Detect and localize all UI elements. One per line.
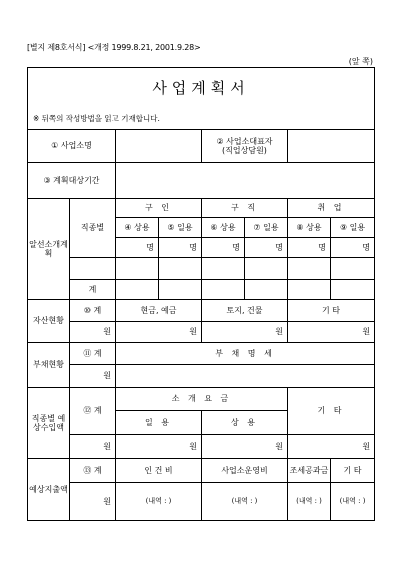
referral-total-label: 계 [70, 280, 116, 300]
entry-cell[interactable] [202, 258, 245, 280]
entry-cell[interactable] [245, 280, 288, 300]
income-regular-won[interactable]: 원 [202, 435, 288, 459]
representative-label-main: ② 사업소대표자 [216, 136, 273, 146]
assets-cash-won[interactable]: 원 [116, 322, 202, 343]
assets-section-label: 자산현황 [28, 300, 70, 343]
entry-cell[interactable] [116, 280, 159, 300]
plan-period-field[interactable] [116, 163, 375, 199]
referral-section-label: 알선소개계획 [28, 199, 70, 300]
person-unit-cell[interactable]: 명 [245, 238, 288, 258]
person-unit-cell[interactable]: 명 [116, 238, 159, 258]
business-name-label: ① 사업소명 [28, 130, 116, 163]
income-total-won[interactable]: 원 [70, 435, 116, 459]
expense-labor-header: 인 건 비 [116, 459, 202, 483]
representative-label [202, 130, 288, 163]
business-plan-form [27, 67, 375, 521]
person-unit-cell[interactable]: 명 [202, 238, 245, 258]
blank-row-label [70, 258, 116, 280]
income-daily-header: 일 용 [116, 411, 202, 435]
form-number: [별지 제8호서식] <개정 1999.8.21, 2001.9.28> [27, 43, 201, 52]
entry-cell[interactable] [202, 280, 245, 300]
income-fee-header: 소 개 요 금 [116, 388, 288, 411]
business-name-field[interactable] [116, 130, 202, 163]
job-seek-header: 구 직 [202, 199, 288, 218]
income-other-header: 기 타 [288, 388, 375, 435]
expense-tax-detail[interactable]: (내역 : ) [288, 483, 331, 521]
liabilities-total-label: ⑪ 계 [70, 343, 116, 365]
representative-field[interactable] [288, 130, 375, 163]
entry-cell[interactable] [331, 258, 375, 280]
entry-cell[interactable] [331, 280, 375, 300]
entry-cell[interactable] [288, 258, 331, 280]
entry-cell[interactable] [116, 258, 159, 280]
sub-col-daily-employ: ⑨ 일용 [331, 218, 375, 238]
representative-label-sub: (직업상담원) [222, 146, 267, 155]
expense-labor-detail[interactable]: (내역 : ) [116, 483, 202, 521]
assets-land-header: 토지, 건물 [202, 300, 288, 322]
income-section-label: 직종별 예상수입액 [28, 388, 70, 459]
instruction-note: ※ 뒤쪽의 작성방법을 읽고 기재합니다. [28, 110, 375, 130]
income-total-label: ⑫ 계 [70, 388, 116, 435]
sub-col-regular-employ: ⑧ 상용 [288, 218, 331, 238]
assets-total-label: ⑩ 계 [70, 300, 116, 322]
job-offer-header: 구 인 [116, 199, 202, 218]
liabilities-detail-header: 부 채 명 세 [116, 343, 375, 365]
income-other-won[interactable]: 원 [288, 435, 375, 459]
person-unit-cell[interactable]: 명 [288, 238, 331, 258]
expense-tax-header: 조세공과금 [288, 459, 331, 483]
liabilities-detail-field[interactable] [116, 365, 375, 388]
expense-total-label: ⑬ 계 [70, 459, 116, 483]
sub-col-daily-seek: ⑦ 일용 [245, 218, 288, 238]
person-unit-cell[interactable]: 명 [331, 238, 375, 258]
assets-other-won[interactable]: 원 [288, 322, 375, 343]
entry-cell[interactable] [159, 280, 202, 300]
expense-other-detail[interactable]: (내역 : ) [331, 483, 375, 521]
expense-other-header: 기 타 [331, 459, 375, 483]
entry-cell[interactable] [288, 280, 331, 300]
income-daily-won[interactable]: 원 [116, 435, 202, 459]
expense-operation-detail[interactable]: (내역 : ) [202, 483, 288, 521]
front-side-label: (앞 쪽) [348, 57, 373, 66]
liabilities-total-won[interactable]: 원 [70, 365, 116, 388]
plan-period-label: ③ 계획대상기간 [28, 163, 116, 199]
assets-total-won[interactable]: 원 [70, 322, 116, 343]
sub-col-regular-seek: ⑥ 상용 [202, 218, 245, 238]
liabilities-section-label: 부채현황 [28, 343, 70, 388]
entry-cell[interactable] [245, 258, 288, 280]
expense-total-won[interactable]: 원 [70, 483, 116, 521]
assets-other-header: 기 타 [288, 300, 375, 322]
sub-col-regular-offer: ④ 상용 [116, 218, 159, 238]
assets-land-won[interactable]: 원 [202, 322, 288, 343]
job-type-label: 직종별 [70, 199, 116, 258]
assets-cash-header: 현금, 예금 [116, 300, 202, 322]
income-regular-header: 상 용 [202, 411, 288, 435]
expense-section-label: 예상지출액 [28, 459, 70, 521]
person-unit-cell[interactable]: 명 [159, 238, 202, 258]
entry-cell[interactable] [159, 258, 202, 280]
document-title: 사업계획서 [28, 68, 375, 111]
employment-header: 취 업 [288, 199, 375, 218]
sub-col-daily-offer: ⑤ 일용 [159, 218, 202, 238]
expense-operation-header: 사업소운영비 [202, 459, 288, 483]
